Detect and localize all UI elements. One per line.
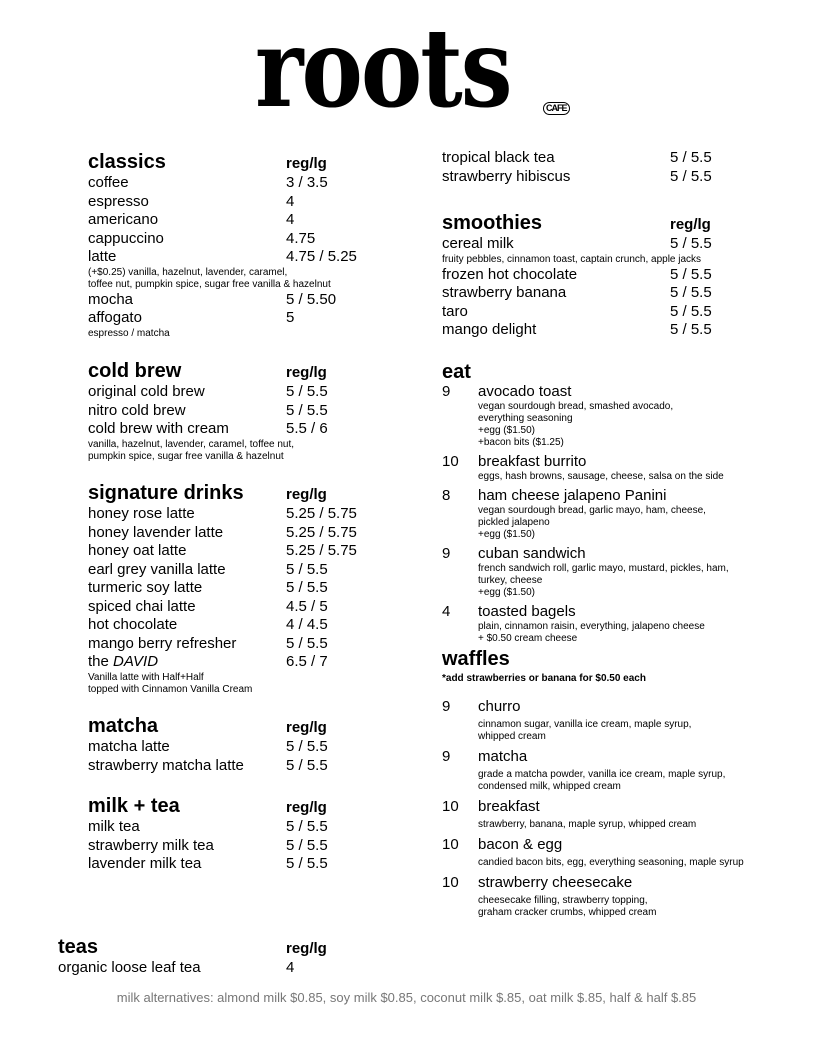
size-label: reg/lg	[286, 799, 327, 816]
menu-item: original cold brew 5 / 5.5	[88, 383, 328, 400]
food-item: 10 strawberry cheesecake cheesecake filling, strawberry topping, graham cracker crumbs, whipped cream	[442, 874, 657, 918]
food-item: 8 ham cheese jalapeno Panini vegan sourdough bread, garlic mayo, ham, cheese, pickled jalapeno +egg ($1.50)	[442, 487, 706, 540]
menu-item: mango berry refresher 5 / 5.5	[88, 634, 328, 652]
david-note: Vanilla latte with Half+Half	[88, 671, 204, 683]
menu-item: strawberry hibiscus 5 / 5.5	[442, 167, 712, 185]
tea-continued	[442, 149, 742, 186]
matcha-section	[88, 714, 388, 775]
menu-item: cold brew with cream 5.5 / 6	[88, 420, 328, 437]
food-item: 4 toasted bagels plain, cinnamon raisin, everything, jalapeno cheese + $0.50 cream cheese	[442, 603, 705, 644]
eat-section	[442, 360, 782, 645]
section-title: classics	[88, 151, 166, 173]
menu-item: honey oat latte 5.25 / 5.75	[88, 542, 357, 559]
logo-badge: CAFE	[543, 102, 570, 115]
section-title: cold brew	[88, 360, 182, 382]
food-item: 10 breakfast burrito eggs, hash browns, sausage, cheese, salsa on the side	[442, 453, 724, 482]
teas-section	[58, 935, 388, 978]
food-item: 9 matcha grade a matcha powder, vanilla ice cream, maple syrup, condensed milk, whipped cream	[442, 748, 726, 792]
menu-item: lavender milk tea 5 / 5.5	[88, 855, 328, 872]
size-label: reg/lg	[286, 719, 327, 736]
size-label: reg/lg	[286, 940, 327, 957]
affogato-note: espresso / matcha	[88, 327, 170, 339]
milk-tea-section	[88, 794, 388, 874]
latte-note: (+$0.25) vanilla, hazelnut, lavender, caramel,	[88, 266, 288, 278]
menu-item-david: the DAVID 6.5 / 7	[88, 653, 328, 670]
cold-brew-section	[88, 359, 388, 463]
food-item: 10 bacon & egg candied bacon bits, egg, everything seasoning, maple syrup	[442, 836, 744, 868]
waffles-addon-note: *add strawberries or banana for $0.50 each	[442, 673, 646, 684]
menu-item: hot chocolate 4 / 4.5	[88, 616, 328, 633]
menu-item: mocha 5 / 5.50	[88, 290, 337, 308]
menu-item: earl grey vanilla latte 5 / 5.5	[88, 560, 328, 578]
size-label: reg/lg	[286, 364, 327, 381]
food-item: 9 avocado toast vegan sourdough bread, smashed avocado, everything seasoning +egg ($1.50) +bacon bits ($1.25)	[442, 383, 674, 448]
menu-item: tropical black tea 5 / 5.5	[442, 149, 712, 166]
logo-wordmark: roots	[255, 4, 511, 133]
menu-item: spiced chai latte 4.5 / 5	[88, 597, 328, 615]
david-note: topped with Cinnamon Vanilla Cream	[88, 683, 253, 695]
milk-alternatives-footer: milk alternatives: almond milk $0.85, soy milk $0.85, coconut milk $.85, oat milk $.85, half & half $.85	[116, 990, 697, 1005]
signature-section	[88, 481, 388, 696]
size-label: reg/lg	[670, 216, 711, 233]
section-title: matcha	[88, 715, 159, 737]
section-title: teas	[58, 936, 99, 958]
section-title: waffles	[442, 648, 510, 670]
size-label: reg/lg	[286, 155, 327, 172]
menu-item: latte 4.75 / 5.25	[88, 248, 357, 265]
section-title: smoothies	[442, 212, 543, 234]
smoothies-section	[442, 211, 762, 340]
menu-item: nitro cold brew 5 / 5.5	[88, 401, 328, 419]
menu-item: frozen hot chocolate 5 / 5.5	[442, 265, 712, 283]
section-title: milk + tea	[88, 795, 180, 817]
latte-note: toffee nut, pumpkin spice, sugar free vanilla & hazelnut	[88, 278, 331, 290]
food-item: 10 breakfast strawberry, banana, maple syrup, whipped cream	[442, 798, 697, 830]
logo	[255, 4, 567, 133]
menu-item: honey lavender latte 5.25 / 5.75	[88, 523, 357, 541]
food-item: 9 cuban sandwich french sandwich roll, garlic mayo, mustard, pickles, ham, turkey, cheese +egg ($1.50)	[442, 545, 729, 598]
size-label: reg/lg	[286, 486, 327, 503]
menu-item: cappuccino 4.75	[88, 229, 316, 247]
section-title: signature drinks	[88, 482, 244, 504]
menu-item: strawberry milk tea 5 / 5.5	[88, 836, 328, 854]
waffles-section	[442, 647, 782, 919]
cereal-milk-note: fruity pebbles, cinnamon toast, captain crunch, apple jacks	[442, 253, 702, 265]
menu-item: organic loose leaf tea 4	[58, 959, 295, 976]
menu-item: cereal milk 5 / 5.5	[442, 235, 712, 252]
classics-section	[88, 150, 388, 340]
menu-item: strawberry banana 5 / 5.5	[442, 284, 712, 301]
menu-item: strawberry matcha latte 5 / 5.5	[88, 756, 328, 774]
menu-item: taro 5 / 5.5	[442, 302, 712, 320]
section-title: eat	[442, 361, 471, 383]
cold-brew-note: pumpkin spice, sugar free vanilla & hazelnut	[88, 450, 284, 462]
menu-item: honey rose latte 5.25 / 5.75	[88, 505, 357, 522]
food-item: 9 churro cinnamon sugar, vanilla ice cream, maple syrup, whipped cream	[442, 698, 692, 742]
cold-brew-note: vanilla, hazelnut, lavender, caramel, toffee nut,	[88, 438, 295, 450]
menu-item: milk tea 5 / 5.5	[88, 818, 328, 835]
menu-item: espresso 4	[88, 192, 295, 210]
menu-item: matcha latte 5 / 5.5	[88, 738, 328, 755]
menu-item: mango delight 5 / 5.5	[442, 321, 712, 338]
menu-item: turmeric soy latte 5 / 5.5	[88, 579, 328, 596]
menu-item: americano 4	[88, 211, 295, 228]
menu-item: affogato 5	[88, 309, 295, 326]
menu-item: coffee 3 / 3.5	[88, 174, 328, 191]
